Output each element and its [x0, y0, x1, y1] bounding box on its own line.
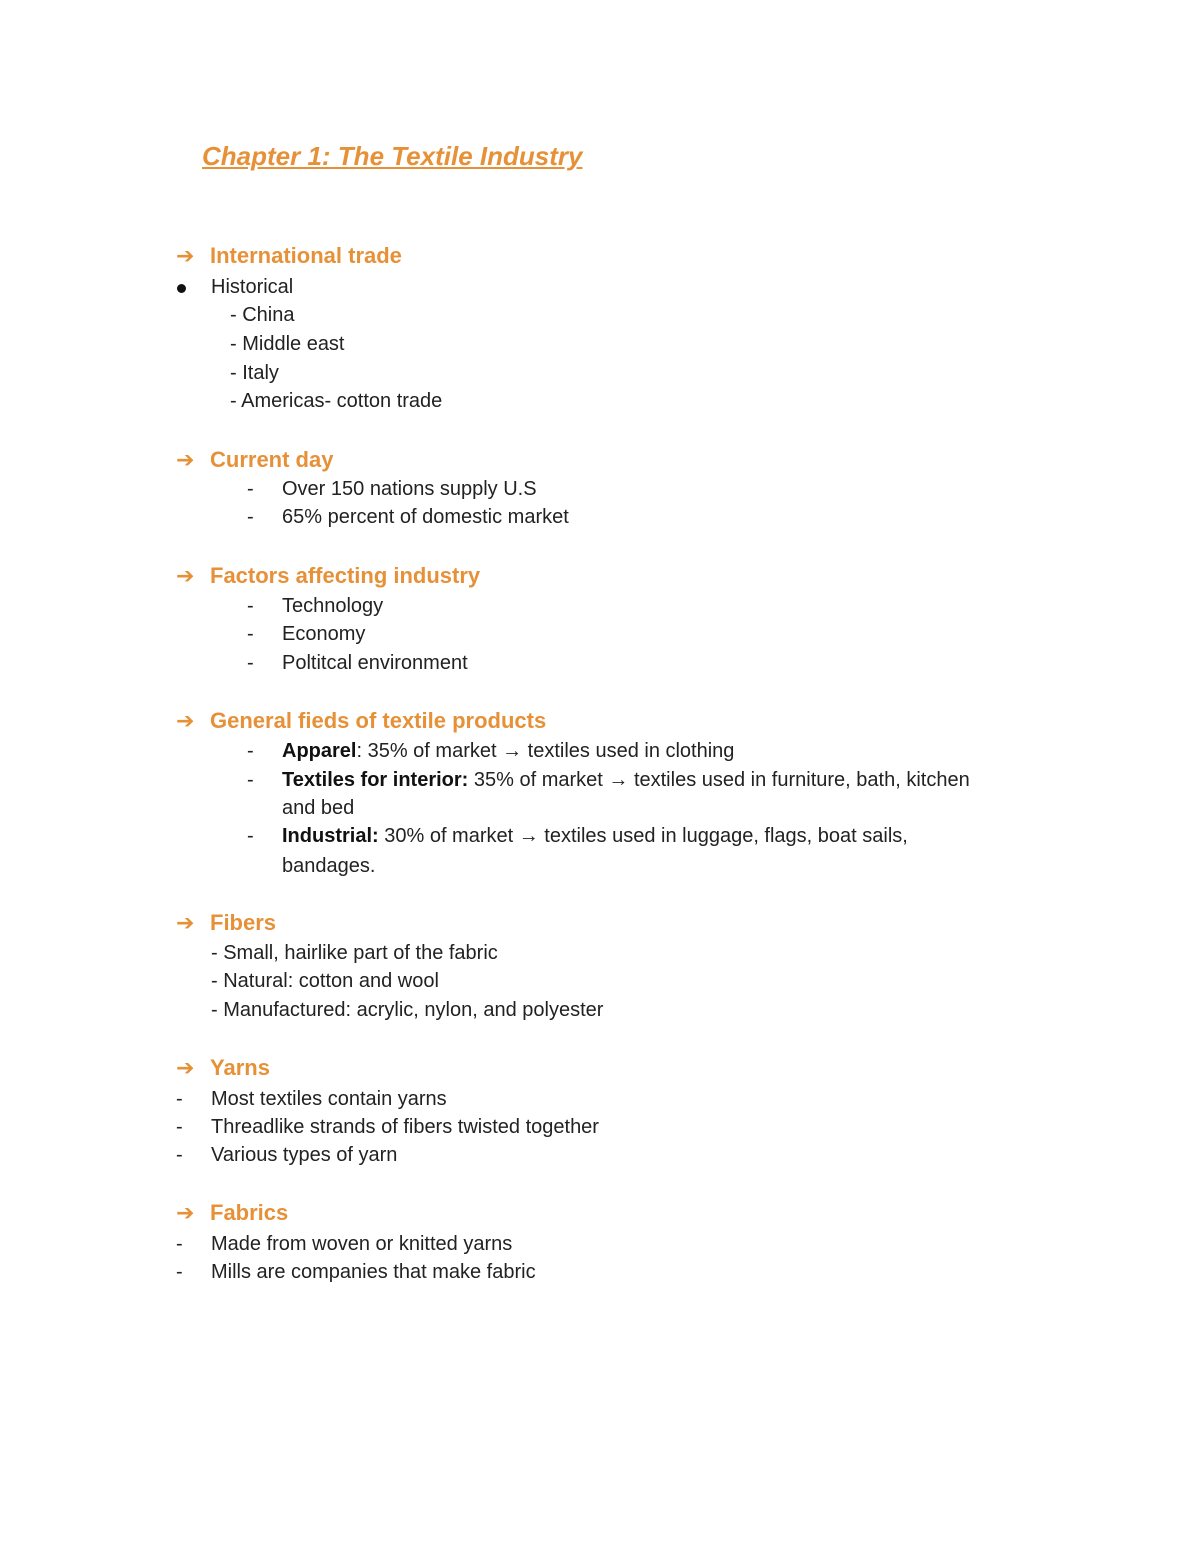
dash-icon: -: [247, 506, 254, 528]
heading-text: Current day: [210, 447, 334, 472]
list-item: Economy: [282, 623, 366, 645]
heading-current-day: [176, 447, 333, 473]
list-item-interior: [282, 768, 970, 792]
list-item: - Americas- cotton trade: [230, 390, 443, 412]
list-item: Most textiles contain yarns: [211, 1088, 447, 1110]
list-item: Mills are companies that make fabric: [211, 1261, 536, 1283]
heading-fibers: [176, 910, 276, 936]
dash-icon: -: [247, 595, 254, 617]
heading-international-trade: [176, 243, 402, 269]
arrow-icon: ➔: [176, 563, 195, 588]
list-item: Various types of yarn: [211, 1144, 398, 1166]
apparel-text: : 35% of market → textiles used in clothing: [356, 740, 735, 762]
list-item: - Manufactured: acrylic, nylon, and polyester: [211, 999, 604, 1021]
heading-text: Fibers: [210, 910, 277, 935]
list-item: - Natural: cotton and wool: [211, 970, 439, 992]
heading-text: General fieds of textile products: [210, 708, 547, 733]
heading-fabrics: [176, 1200, 288, 1226]
list-item: - Small, hairlike part of the fabric: [211, 942, 498, 964]
dash-icon: -: [247, 825, 254, 847]
dash-icon: -: [247, 740, 254, 762]
industrial-text: 30% of market → textiles used in luggage, flags, boat sails,: [378, 825, 908, 847]
list-item: Poltitcal environment: [282, 652, 468, 674]
list-item-industrial-cont: bandages.: [282, 855, 376, 877]
interior-text: 35% of market → textiles used in furniture, bath, kitchen: [468, 769, 970, 791]
heading-factors: [176, 563, 480, 589]
list-item: - China: [230, 304, 295, 326]
page-title: Chapter 1: The Textile Industry: [202, 141, 583, 171]
arrow-icon: ➔: [176, 1200, 195, 1225]
arrow-icon: ➔: [176, 243, 195, 268]
industrial-label: Industrial:: [282, 825, 379, 847]
arrow-icon: ➔: [176, 447, 195, 472]
dash-icon: -: [176, 1144, 183, 1166]
list-item-industrial: [282, 824, 908, 848]
heading-text: Fabrics: [210, 1200, 289, 1225]
list-item: Threadlike strands of fibers twisted together: [211, 1116, 599, 1138]
list-item: Over 150 nations supply U.S: [282, 478, 537, 500]
heading-text: Yarns: [210, 1055, 270, 1080]
list-item-interior-cont: and bed: [282, 797, 355, 819]
heading-yarns: [176, 1055, 270, 1081]
dash-icon: -: [176, 1116, 183, 1138]
dash-icon: -: [247, 623, 254, 645]
arrow-icon: ➔: [176, 708, 195, 733]
list-item: Historical: [211, 276, 294, 298]
dash-icon: -: [176, 1233, 183, 1255]
list-item-apparel: [282, 739, 734, 763]
interior-label: Textiles for interior:: [282, 769, 469, 791]
apparel-label: Apparel: [282, 740, 357, 762]
list-item: 65% percent of domestic market: [282, 506, 569, 528]
dash-icon: -: [247, 478, 254, 500]
heading-text: Factors affecting industry: [210, 563, 481, 588]
arrow-icon: ➔: [176, 910, 195, 935]
list-item: Made from woven or knitted yarns: [211, 1233, 513, 1255]
arrow-icon: ➔: [176, 1055, 195, 1080]
list-item: - Middle east: [230, 333, 345, 355]
dash-icon: -: [247, 769, 254, 791]
dash-icon: -: [247, 652, 254, 674]
dash-icon: -: [176, 1088, 183, 1110]
dash-icon: -: [176, 1261, 183, 1283]
list-item: Technology: [282, 595, 384, 617]
heading-text: International trade: [210, 243, 402, 268]
list-item: - Italy: [230, 362, 279, 384]
heading-general-fields: [176, 708, 546, 734]
bullet-icon: [177, 284, 186, 293]
